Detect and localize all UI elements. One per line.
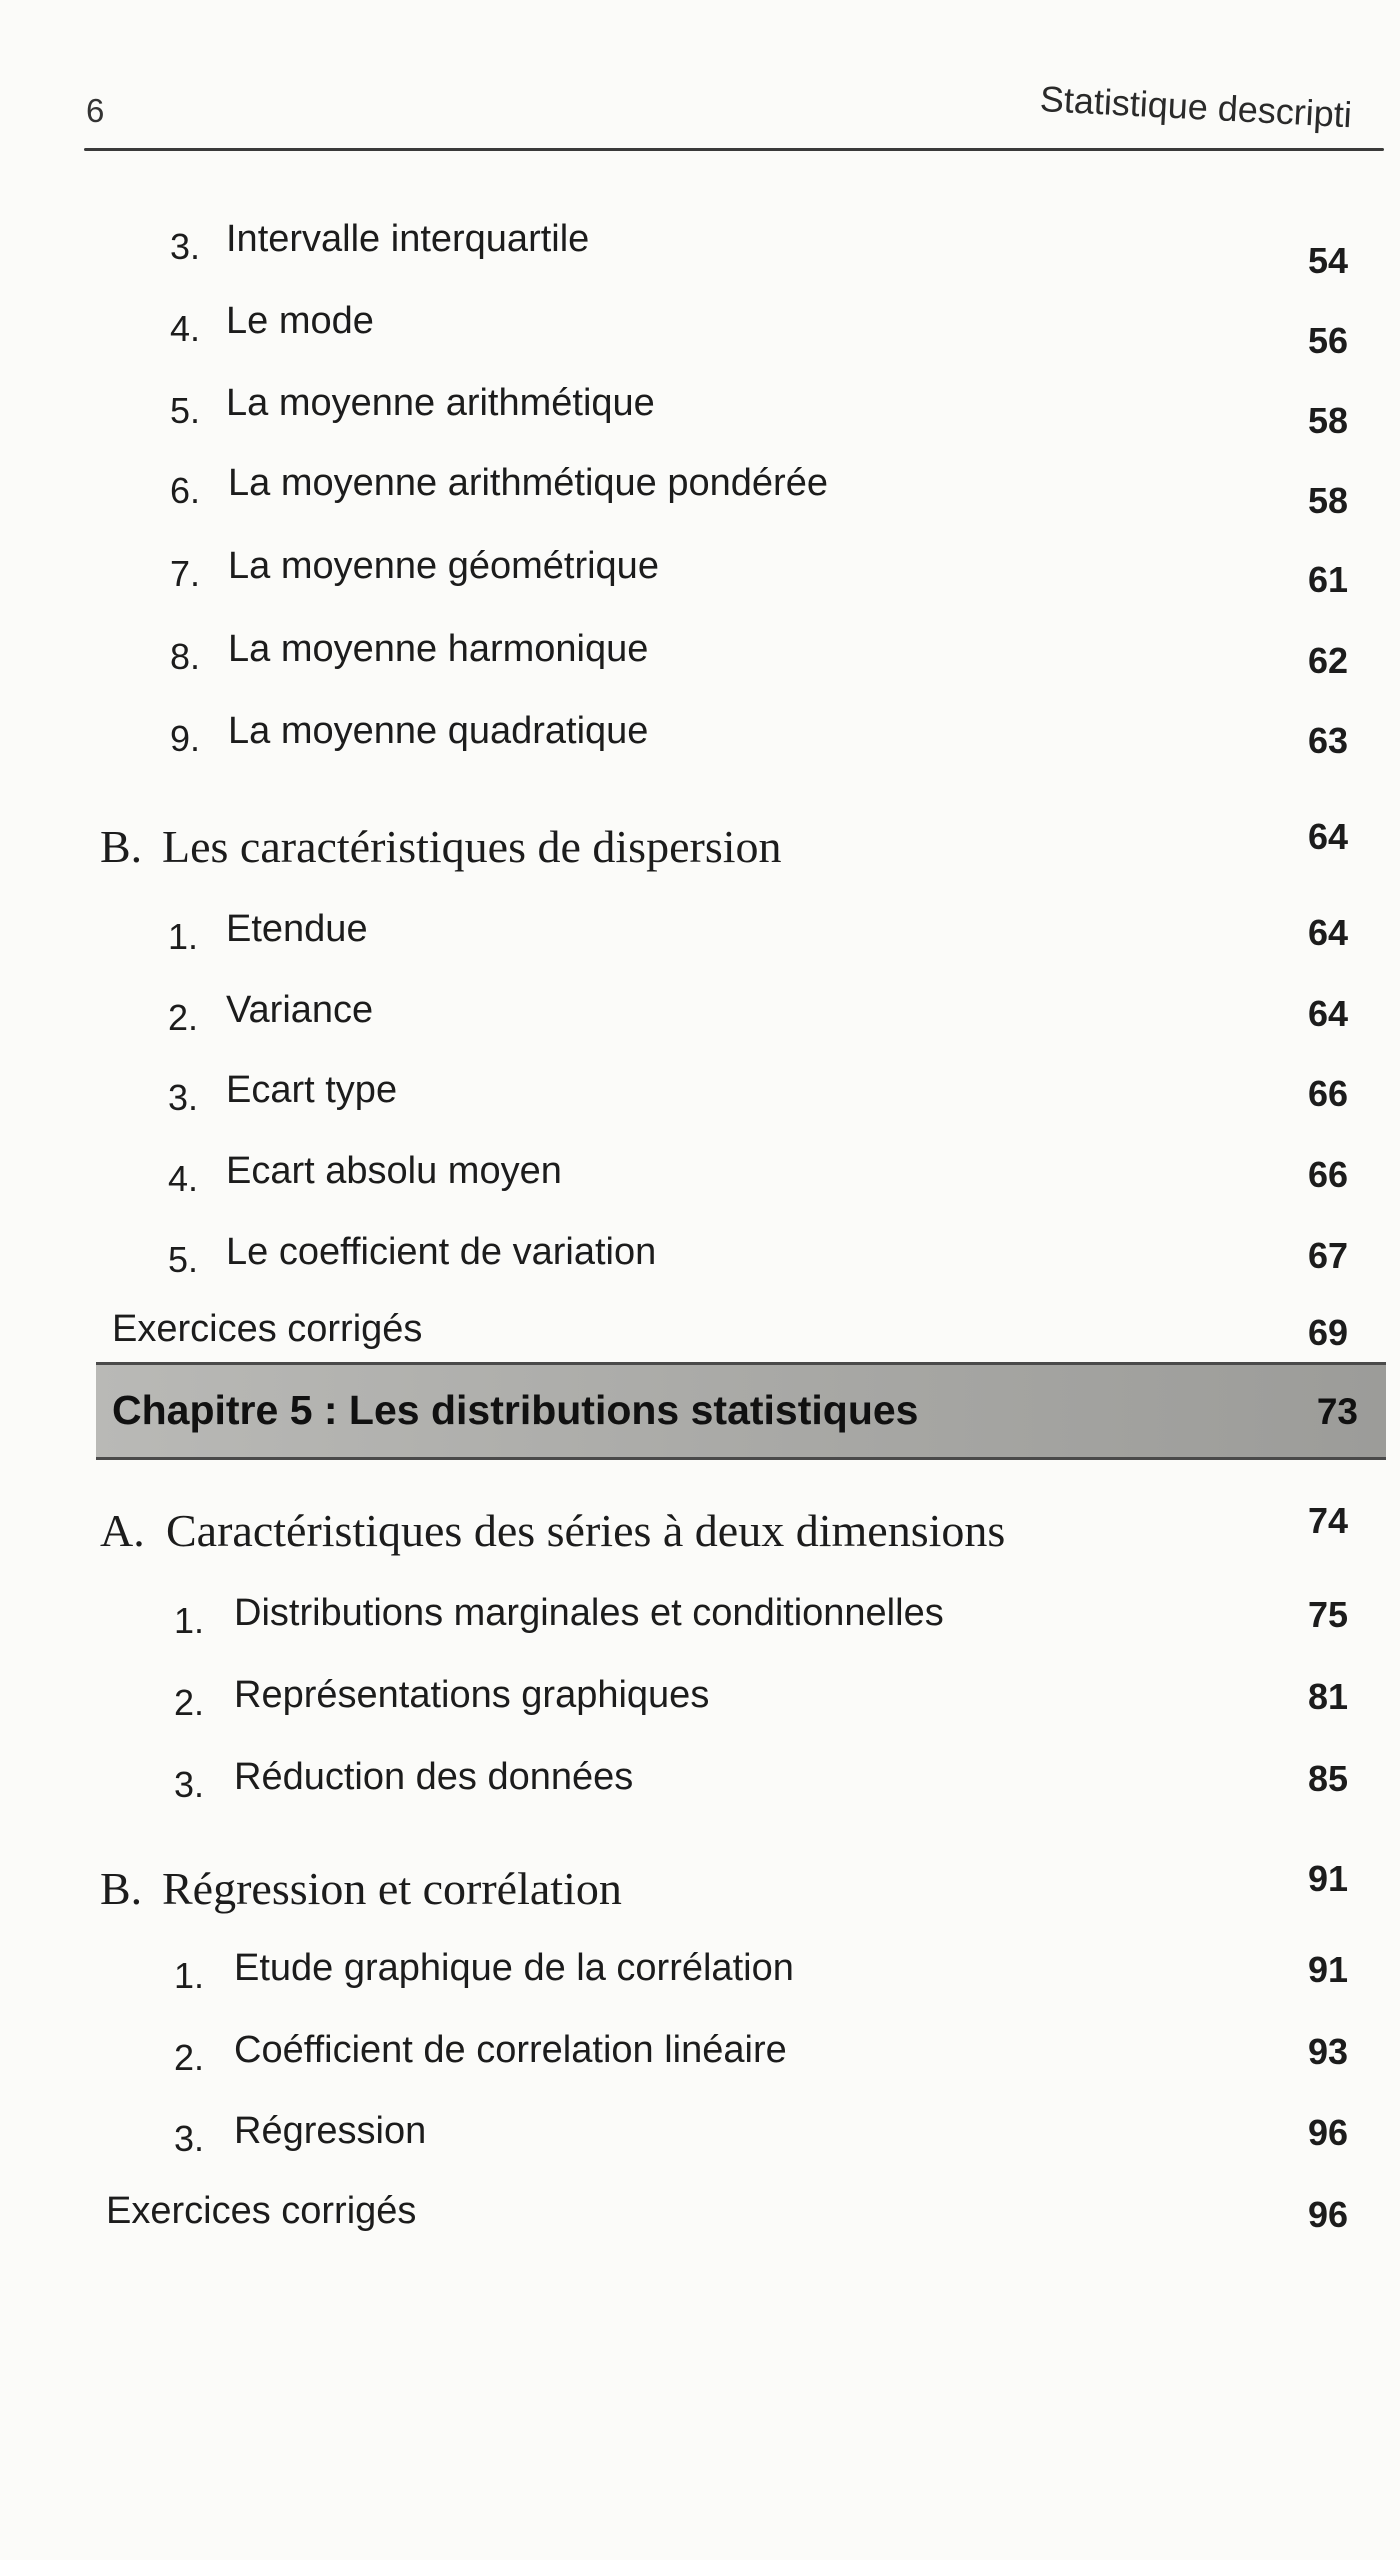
section-label: Caractéristiques des séries à deux dimensions (166, 1505, 1006, 1556)
entry-label: Réduction des données (234, 1756, 634, 1798)
toc-entry[interactable] (0, 1148, 1400, 1208)
chapter-heading[interactable] (96, 1362, 1386, 1460)
toc-entry[interactable] (0, 1229, 1400, 1289)
toc-section[interactable] (0, 1856, 1400, 1916)
entry-label: Le mode (226, 300, 374, 342)
entry-page: 62 (1307, 640, 1348, 681)
toc-entry[interactable] (0, 212, 1400, 281)
entry-number: 1. (167, 916, 198, 957)
entry-number: 1. (173, 1600, 204, 1641)
chapter-title: Chapitre 5 : Les distributions statistiques (112, 1387, 919, 1433)
toc-entry[interactable] (0, 1752, 1400, 1812)
toc-entry[interactable] (0, 1588, 1400, 1648)
entry-number: 5. (169, 390, 200, 431)
entry-page: 66 (1307, 1073, 1348, 1114)
toc-entry[interactable] (0, 906, 1400, 966)
exercises-page: 69 (1307, 1312, 1348, 1353)
entry-number: 6. (169, 470, 200, 511)
entry-label: Ecart absolu moyen (226, 1150, 562, 1192)
entry-page: 66 (1307, 1154, 1348, 1195)
entry-number: 3. (167, 1077, 198, 1118)
toc-exercises[interactable] (0, 2188, 1400, 2248)
entry-number: 4. (167, 1158, 198, 1199)
entry-number: 2. (173, 2037, 204, 2078)
entry-page: 91 (1307, 1949, 1348, 1990)
toc-entry[interactable] (0, 1943, 1400, 2003)
entry-label: Intervalle interquartile (226, 218, 590, 260)
section-label: Régression et corrélation (162, 1863, 622, 1914)
entry-page: 93 (1307, 2031, 1348, 2072)
entry-number: 3. (173, 2118, 204, 2159)
toc-entry[interactable] (0, 2025, 1400, 2085)
section-letter: A. (100, 1505, 145, 1556)
section-page: 74 (1307, 1500, 1348, 1541)
entry-page: 85 (1307, 1758, 1348, 1799)
running-title: Statistique descripti (1038, 78, 1353, 136)
section-label: Les caractéristiques de dispersion (162, 821, 782, 872)
section-page: 91 (1307, 1858, 1348, 1899)
entry-number: 2. (167, 997, 198, 1038)
entry-page: 58 (1307, 400, 1348, 441)
section-letter: B. (100, 1863, 143, 1914)
entry-number: 7. (169, 553, 200, 594)
entry-label: Représentations graphiques (234, 1674, 710, 1716)
entry-number: 8. (169, 636, 200, 677)
entry-label: La moyenne géométrique (228, 545, 659, 587)
entry-page: 54 (1307, 240, 1348, 281)
section-letter: B. (100, 821, 143, 872)
entry-number: 2. (173, 1682, 204, 1723)
entry-label: Etude graphique de la corrélation (234, 1947, 794, 1989)
exercises-page: 96 (1307, 2194, 1348, 2235)
section-page: 64 (1307, 816, 1348, 857)
entry-page: 67 (1307, 1235, 1348, 1276)
exercises-label: Exercices corrigés (106, 2190, 417, 2232)
entry-label: La moyenne harmonique (228, 628, 649, 670)
entry-page: 81 (1307, 1676, 1348, 1717)
entry-label: Régression (234, 2110, 427, 2152)
entry-number: 1. (173, 1955, 204, 1996)
entry-number: 9. (169, 718, 200, 759)
entry-page: 64 (1307, 912, 1348, 953)
toc-exercises[interactable] (0, 1308, 1400, 1368)
entry-label: Etendue (226, 908, 368, 950)
toc-section[interactable] (0, 1496, 1400, 1556)
toc-entry[interactable] (0, 1067, 1400, 1127)
entry-number: 5. (167, 1239, 198, 1280)
entry-page: 75 (1307, 1594, 1348, 1635)
chapter-page: 73 (1316, 1391, 1358, 1432)
entry-page: 61 (1307, 559, 1348, 600)
toc-entry[interactable] (0, 2106, 1400, 2166)
page-number: 6 (86, 92, 105, 129)
entry-label: Coéfficient de correlation linéaire (234, 2029, 787, 2071)
entry-number: 3. (173, 1764, 204, 1805)
toc-entry[interactable] (0, 460, 1400, 520)
toc-entry[interactable] (0, 987, 1400, 1047)
toc-entry[interactable] (0, 708, 1400, 768)
exercises-label: Exercices corrigés (112, 1308, 423, 1350)
entry-label: La moyenne arithmétique (226, 382, 655, 424)
entry-label: Le coefficient de variation (226, 1231, 657, 1273)
toc-entry[interactable] (0, 296, 1400, 361)
entry-page: 64 (1307, 993, 1348, 1034)
entry-label: Ecart type (226, 1069, 398, 1111)
toc-entry[interactable] (0, 1670, 1400, 1730)
entry-label: Distributions marginales et conditionnelles (234, 1592, 944, 1634)
entry-label: La moyenne arithmétique pondérée (228, 462, 828, 504)
toc-entry[interactable] (0, 543, 1400, 603)
entry-page: 63 (1307, 720, 1348, 761)
toc-entry[interactable] (0, 626, 1400, 686)
entry-number: 3. (169, 226, 200, 267)
entry-page: 56 (1307, 320, 1348, 361)
entry-number: 4. (169, 308, 200, 349)
entry-page: 96 (1307, 2112, 1348, 2153)
toc-entry[interactable] (0, 378, 1400, 441)
header-rule (84, 148, 1384, 151)
entry-page: 58 (1307, 480, 1348, 521)
entry-label: La moyenne quadratique (228, 710, 649, 752)
entry-label: Variance (226, 989, 374, 1031)
toc-section[interactable] (0, 812, 1400, 872)
